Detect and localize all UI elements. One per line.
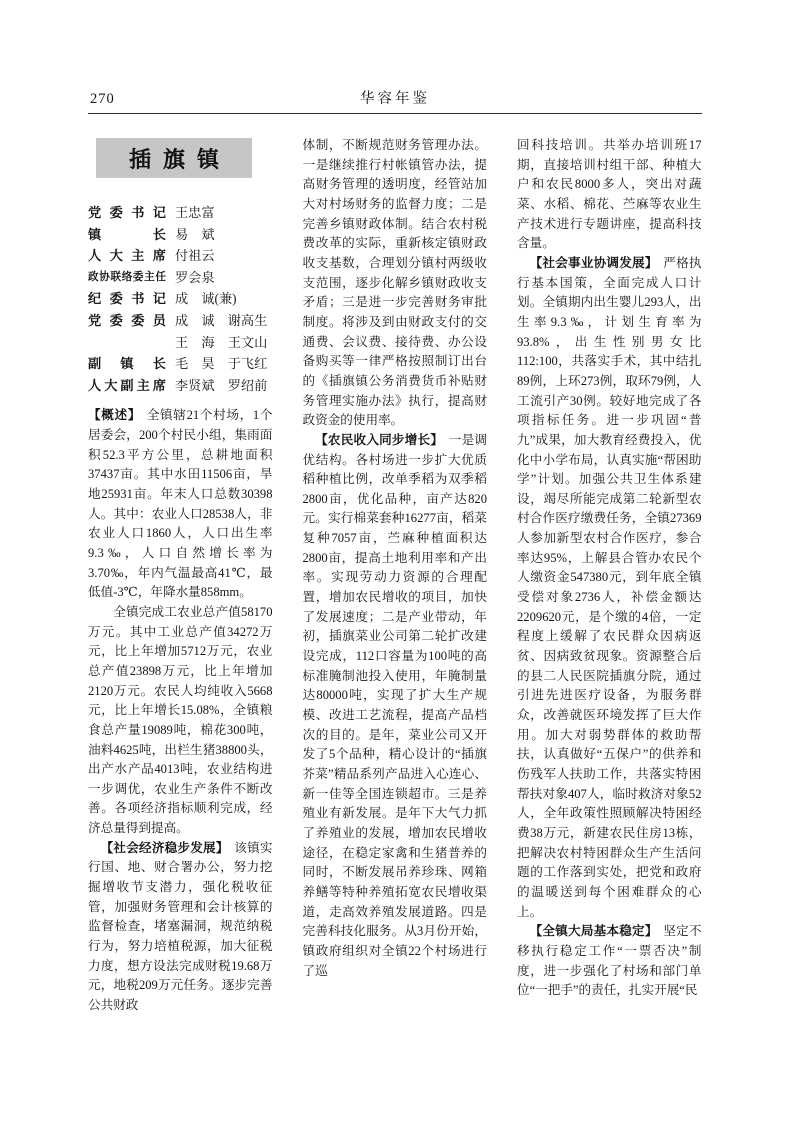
leadership-row xyxy=(88,310,273,332)
income-continuation-paragraph xyxy=(517,136,702,254)
leadership-row xyxy=(88,202,273,224)
paragraph-text: 全镇辖21个村场，1个居委会，200个村民小组，集雨面积52.3平方公里，总耕地面积37437亩。其中水田11506亩，旱地25931亩。年末人口总数30398人。其中：农业人口28538人，非农业人口1860人，人口出生率9.3‰，人口自然增长率为3.70‰，年内气温最高41℃，最低值-3℃，年降水量858mm。 xyxy=(88,408,273,600)
leader-names: 付祖云 xyxy=(175,248,215,264)
paragraph-text: 坚定不移执行稳定工作“一票否决”制度，进一步强化了村场和部门单位“一把手”的责任，扎实开展“民 xyxy=(517,924,702,998)
role-label: 镇长 xyxy=(88,226,166,242)
economy-figures-paragraph xyxy=(88,603,273,839)
column-layout xyxy=(88,136,702,1044)
role-label: 党委委员 xyxy=(88,312,166,328)
overview-paragraph xyxy=(88,406,273,603)
leader-names: 李贤斌 罗绍前 xyxy=(175,377,268,393)
leadership-row xyxy=(88,245,273,267)
leader-names: 王忠富 xyxy=(175,205,215,220)
leadership-row xyxy=(88,375,273,397)
role-label: 纪委书记 xyxy=(88,291,166,307)
section-heading-economy: 【社会经济稳步发展】 xyxy=(100,840,229,855)
role-label: 党委书记 xyxy=(88,205,166,220)
leadership-row xyxy=(88,224,273,246)
leader-names: 易 斌 xyxy=(175,226,215,242)
running-head xyxy=(88,90,702,114)
economy-section-paragraph xyxy=(88,839,273,1016)
journal-title: 华容年鉴 xyxy=(360,91,430,107)
leader-names: 王 海 王文山 xyxy=(175,334,268,350)
column-middle xyxy=(303,136,488,1044)
column-left xyxy=(88,136,273,1044)
role-label: 政协联络委主任 xyxy=(88,270,166,283)
leadership-row xyxy=(88,267,273,289)
leadership-row xyxy=(88,353,273,375)
paragraph-text: 回科技培训。共举办培训班17期，直接培训村组干部、种植大户和农民8000多人，突出对蔬菜、水稻、棉花、苎麻等农业生产技术进行专题讲座，提高科技含量。 xyxy=(517,138,702,251)
section-heading-income: 【农民收入同步增长】 xyxy=(315,432,444,447)
paragraph-text: 体制，不断规范财务管理办法。一是继续推行村帐镇管办法，提高财务管理的透明度，经管站加大对村场财务的监督力度；二是完善乡镇财政体制。结合农村税费改革的实际，重新核定镇财政收支基数，合理划分镇村两级收支范围，逐步化解乡镇财政收支矛盾；三是进一步完善财务审批制度。将涉及到由财政支付的交通费、会议费、接待费、办公设备购买等一律严格按照制订出台的《插旗镇公务消费货币补贴财务管理实施办法》执行，提高财政资金的使用率。 xyxy=(302,138,487,428)
page-content xyxy=(88,90,702,1044)
leadership-row xyxy=(88,288,273,310)
paragraph-text: 一是调优结构。各村场进一步扩大优质稻种植比例，改单季稻为双季稻2800亩，优化品种，亩产达820元。实行棉菜套种16277亩，稻菜复种7057亩，苎麻种植面积达2800亩，提高土地利用率和产出率。实现劳动力资源的合理配置，增加农民增收的项目，加快了发展速度；二是产业带动，年初，插旗菜业公司第二轮扩改建设完成，112口容量为100吨的高标准腌制池投入使用，年腌制量达80000吨，实现了扩大生产规模、改进工艺流程，提高产品档次的目的。是年，菜业公司又开发了5个品种，精心设计的“插旗芥菜”精品系列产品进入心连心、新一佳等全国连锁超市。三是养殖业有新发展。是年下大气力抓了养殖业的发展，增加农民增收途径，在稳定家禽和生猪普养的同时，不断发展吊养珍珠、网箱养鳝等特种养殖拓宽农民增收渠道，走高效养殖发展道路。四是完善科技化服务。从3月份开始，镇政府组织对全镇22个村场进行了巡 xyxy=(302,432,487,978)
social-section-paragraph xyxy=(517,254,702,922)
section-heading-stability: 【全镇大局基本稳定】 xyxy=(529,924,658,939)
town-title-banner xyxy=(96,138,252,178)
paragraph-text: 全镇完成工农业总产值58170万元。其中工业总产值34272万元，比上年增加5712万元，农业总产值23898万元，比上年增加2120万元。农民人均纯收入5668元，比上年增长15.08%，全镇粮食总产量19089吨，棉花300吨，油料4625吨，出栏生猪38800头，出产水产品4013吨，农业结构进一步调优，农业生产条件不断改善。各项经济指标顺利完成，经济总量得到提高。 xyxy=(88,604,273,836)
role-label: 人大主席 xyxy=(88,248,166,264)
section-heading-overview: 【概述】 xyxy=(88,408,142,423)
leadership-row xyxy=(88,332,273,354)
town-title: 插旗镇 xyxy=(128,146,231,172)
role-label: 人大副主席 xyxy=(88,377,166,393)
leader-names: 成 诚(兼) xyxy=(175,291,237,307)
paragraph-text: 该镇实行国、地、财合署办公，努力挖掘增收节支潜力，强化税收征管，加强财务管理和会计核算的监督检查，堵塞漏洞，规范纳税行为，努力培植税源，加大征税力度，想方设法完成财税19.68万元，地税209万元任务。逐步完善公共财政 xyxy=(88,840,273,1013)
leader-names: 罗会泉 xyxy=(175,269,215,285)
section-heading-social: 【社会事业协调发展】 xyxy=(529,255,658,270)
paragraph-text: 严格执行基本国策，全面完成人口计划。全镇期内出生婴儿293人，出生率9.3‰，计划生育率为93.8%，出生性别男女比112:100，共落实手术，其中结扎89例，上环273例，取环79例，人工流引产30例。较好地完成了各项指标任务。进一步巩固“普九”成果，加大教育经费投入，优化中小学布局，认真实施“帮困助学”计划。加强公共卫生体系建设，竭尽所能完成第二轮新型农村合作医疗缴费任务，全镇27369人参加新型农村合作医疗，参合率达95%，上解县合管办农民个人缴资金547380元，到年底全镇受偿对象2736人，补偿金额达2209620元，是个缴的4倍，一定程度上缓解了农民群众因病返贫、因病致贫现象。资源整合后的县二人民医院插旗分院，通过引进先进医疗设备，为服务群众，改善就医环境发挥了巨大作用。加大对弱势群体的救助帮扶，认真做好“五保户”的供养和伤残军人扶助工作，共落实特困帮扶对象407人，临时救济对象52人，全年政策性照顾解决特困经费38万元，新建农民住房13栋，把解决农村特困群众生产生活问题的工作落到实处，把党和政府的温暖送到每个困难群众的心上。 xyxy=(517,255,702,919)
leadership-list xyxy=(88,202,273,396)
economy-continuation-paragraph xyxy=(303,136,488,431)
column-right xyxy=(517,136,702,1044)
income-section-paragraph xyxy=(303,431,488,981)
page-number: 270 xyxy=(90,91,115,107)
role-label: 副镇长 xyxy=(88,356,166,372)
stability-section-paragraph xyxy=(517,922,702,1001)
leader-names: 成 诚 谢高生 xyxy=(175,312,268,328)
role-label xyxy=(88,332,166,354)
leader-names: 毛 昊 于飞红 xyxy=(175,356,268,372)
